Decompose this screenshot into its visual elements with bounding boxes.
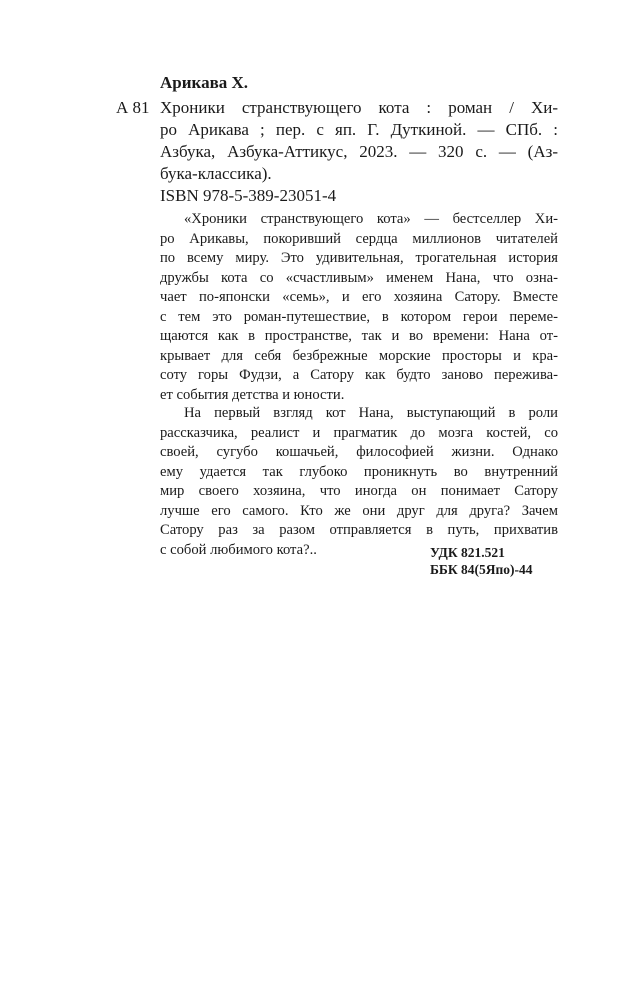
annotation-line: ет события детства и юности. [160, 386, 345, 403]
annotation-line: рассказчика, реалист и прагматик до мозга костей, со [160, 424, 558, 441]
annotation-line: «Хроники странствующего кота» — бестселлер Хи- [184, 211, 558, 227]
bibliographic-line: бука-классика). [160, 164, 272, 183]
annotation-line: щаются как в пространстве, так и во времени: Нана от- [160, 328, 558, 344]
annotation-line: по всему миру. Это удивительная, трогательная история [160, 250, 558, 266]
annotation-line: с тем это роман-путешествие, в котором герои переме- [160, 308, 558, 325]
annotation-line: мир своего хозяина, что иногда он понимает Сатору [160, 483, 558, 499]
annotation-line: соту горы Фудзи, а Сатору как будто заново пережива- [160, 367, 558, 383]
isbn: ISBN 978-5-389-23051-4 [160, 186, 337, 205]
annotation-line: чает по-японски «семь», и его хозяина Сатору. Вместе [160, 289, 558, 305]
bibliographic-line: ро Арикава ; пер. с яп. Г. Дуткиной. — СПб. : [160, 120, 558, 139]
annotation-line: дружбы кота со «счастливым» именем Нана, что озна- [160, 269, 558, 286]
annotation-line: крывает для себя безбрежные морские просторы и кра- [160, 347, 558, 364]
annotation-line: ро Арикавы, покоривший сердца миллионов читателей [160, 230, 558, 247]
bibliographic-line: Азбука, Азбука-Аттикус, 2023. — 320 с. — (Аз- [160, 142, 558, 161]
annotation-line: Сатору раз за разом отправляется в путь, прихватив [160, 522, 558, 538]
annotation-paragraph [160, 404, 558, 560]
classification-codes [430, 544, 533, 578]
annotation-line: ему удается так глубоко проникнуть во внутренний [160, 463, 558, 480]
udc-code: УДК 821.521 [430, 545, 505, 560]
call-number: А 81 [116, 98, 150, 117]
isbn-block [160, 185, 558, 207]
annotation-paragraph [160, 210, 558, 405]
bbk-code: ББК 84(5Япо)-44 [430, 562, 533, 577]
bibliographic-line: Хроники странствующего кота : роман / Хи- [160, 98, 558, 117]
annotation-line: На первый взгляд кот Нана, выступающий в роли [184, 405, 558, 421]
annotation-line: своей, сугубо кошачьей, философией жизни. Однако [160, 444, 558, 460]
annotation-line: с собой любимого кота?.. [160, 541, 317, 558]
author-heading: Арикава Х. [160, 73, 249, 92]
annotation-line: лучше его самого. Кто же они друг для друга? Зачем [160, 502, 558, 519]
bibliographic-record [160, 97, 558, 185]
